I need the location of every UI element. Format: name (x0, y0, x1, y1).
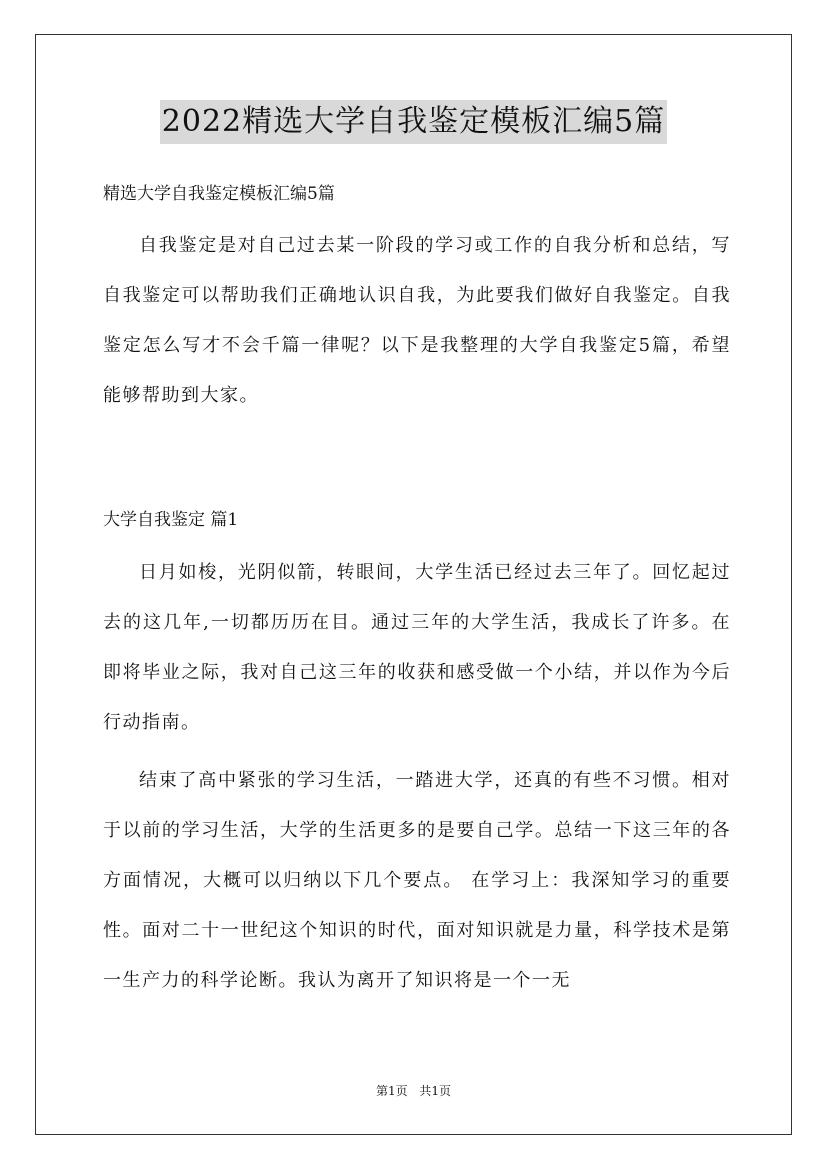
page-total: 共1页 (419, 1084, 452, 1098)
section1-paragraph-2: 结束了高中紧张的学习生活，一踏进大学，还真的有些不习惯。相对于以前的学习生活，大学的生活更多的是要自己学。总结一下这三年的各方面情况，大概可以归纳以下几个要点。 在学习上：我深知学习的重要性。面对二十一世纪这个知识的时代，面对知识就是力量，科学技术是第一生产力的科学论断。我认为离开了知识将是一个一无 (103, 770, 731, 991)
document-subtitle: 精选大学自我鉴定模板汇编5篇 (103, 184, 335, 204)
document-title: 2022精选大学自我鉴定模板汇编5篇 (160, 100, 667, 144)
page-footer (0, 1082, 827, 1100)
title-container (0, 100, 827, 144)
section-heading: 大学自我鉴定 篇1 (103, 510, 239, 530)
page-number: 第1页 (375, 1084, 408, 1098)
section1-paragraph-1: 日月如梭，光阴似箭，转眼间，大学生活已经过去三年了。回忆起过去的这几年,一切都历历在目。通过三年的大学生活，我成长了许多。在即将毕业之际，我对自己这三年的收获和感受做一个小结，并以作为今后行动指南。 (103, 562, 731, 733)
intro-paragraph: 自我鉴定是对自己过去某一阶段的学习或工作的自我分析和总结，写自我鉴定可以帮助我们正确地认识自我，为此要我们做好自我鉴定。自我鉴定怎么写才不会千篇一律呢？以下是我整理的大学自我鉴定5篇，希望能够帮助到大家。 (103, 235, 731, 406)
